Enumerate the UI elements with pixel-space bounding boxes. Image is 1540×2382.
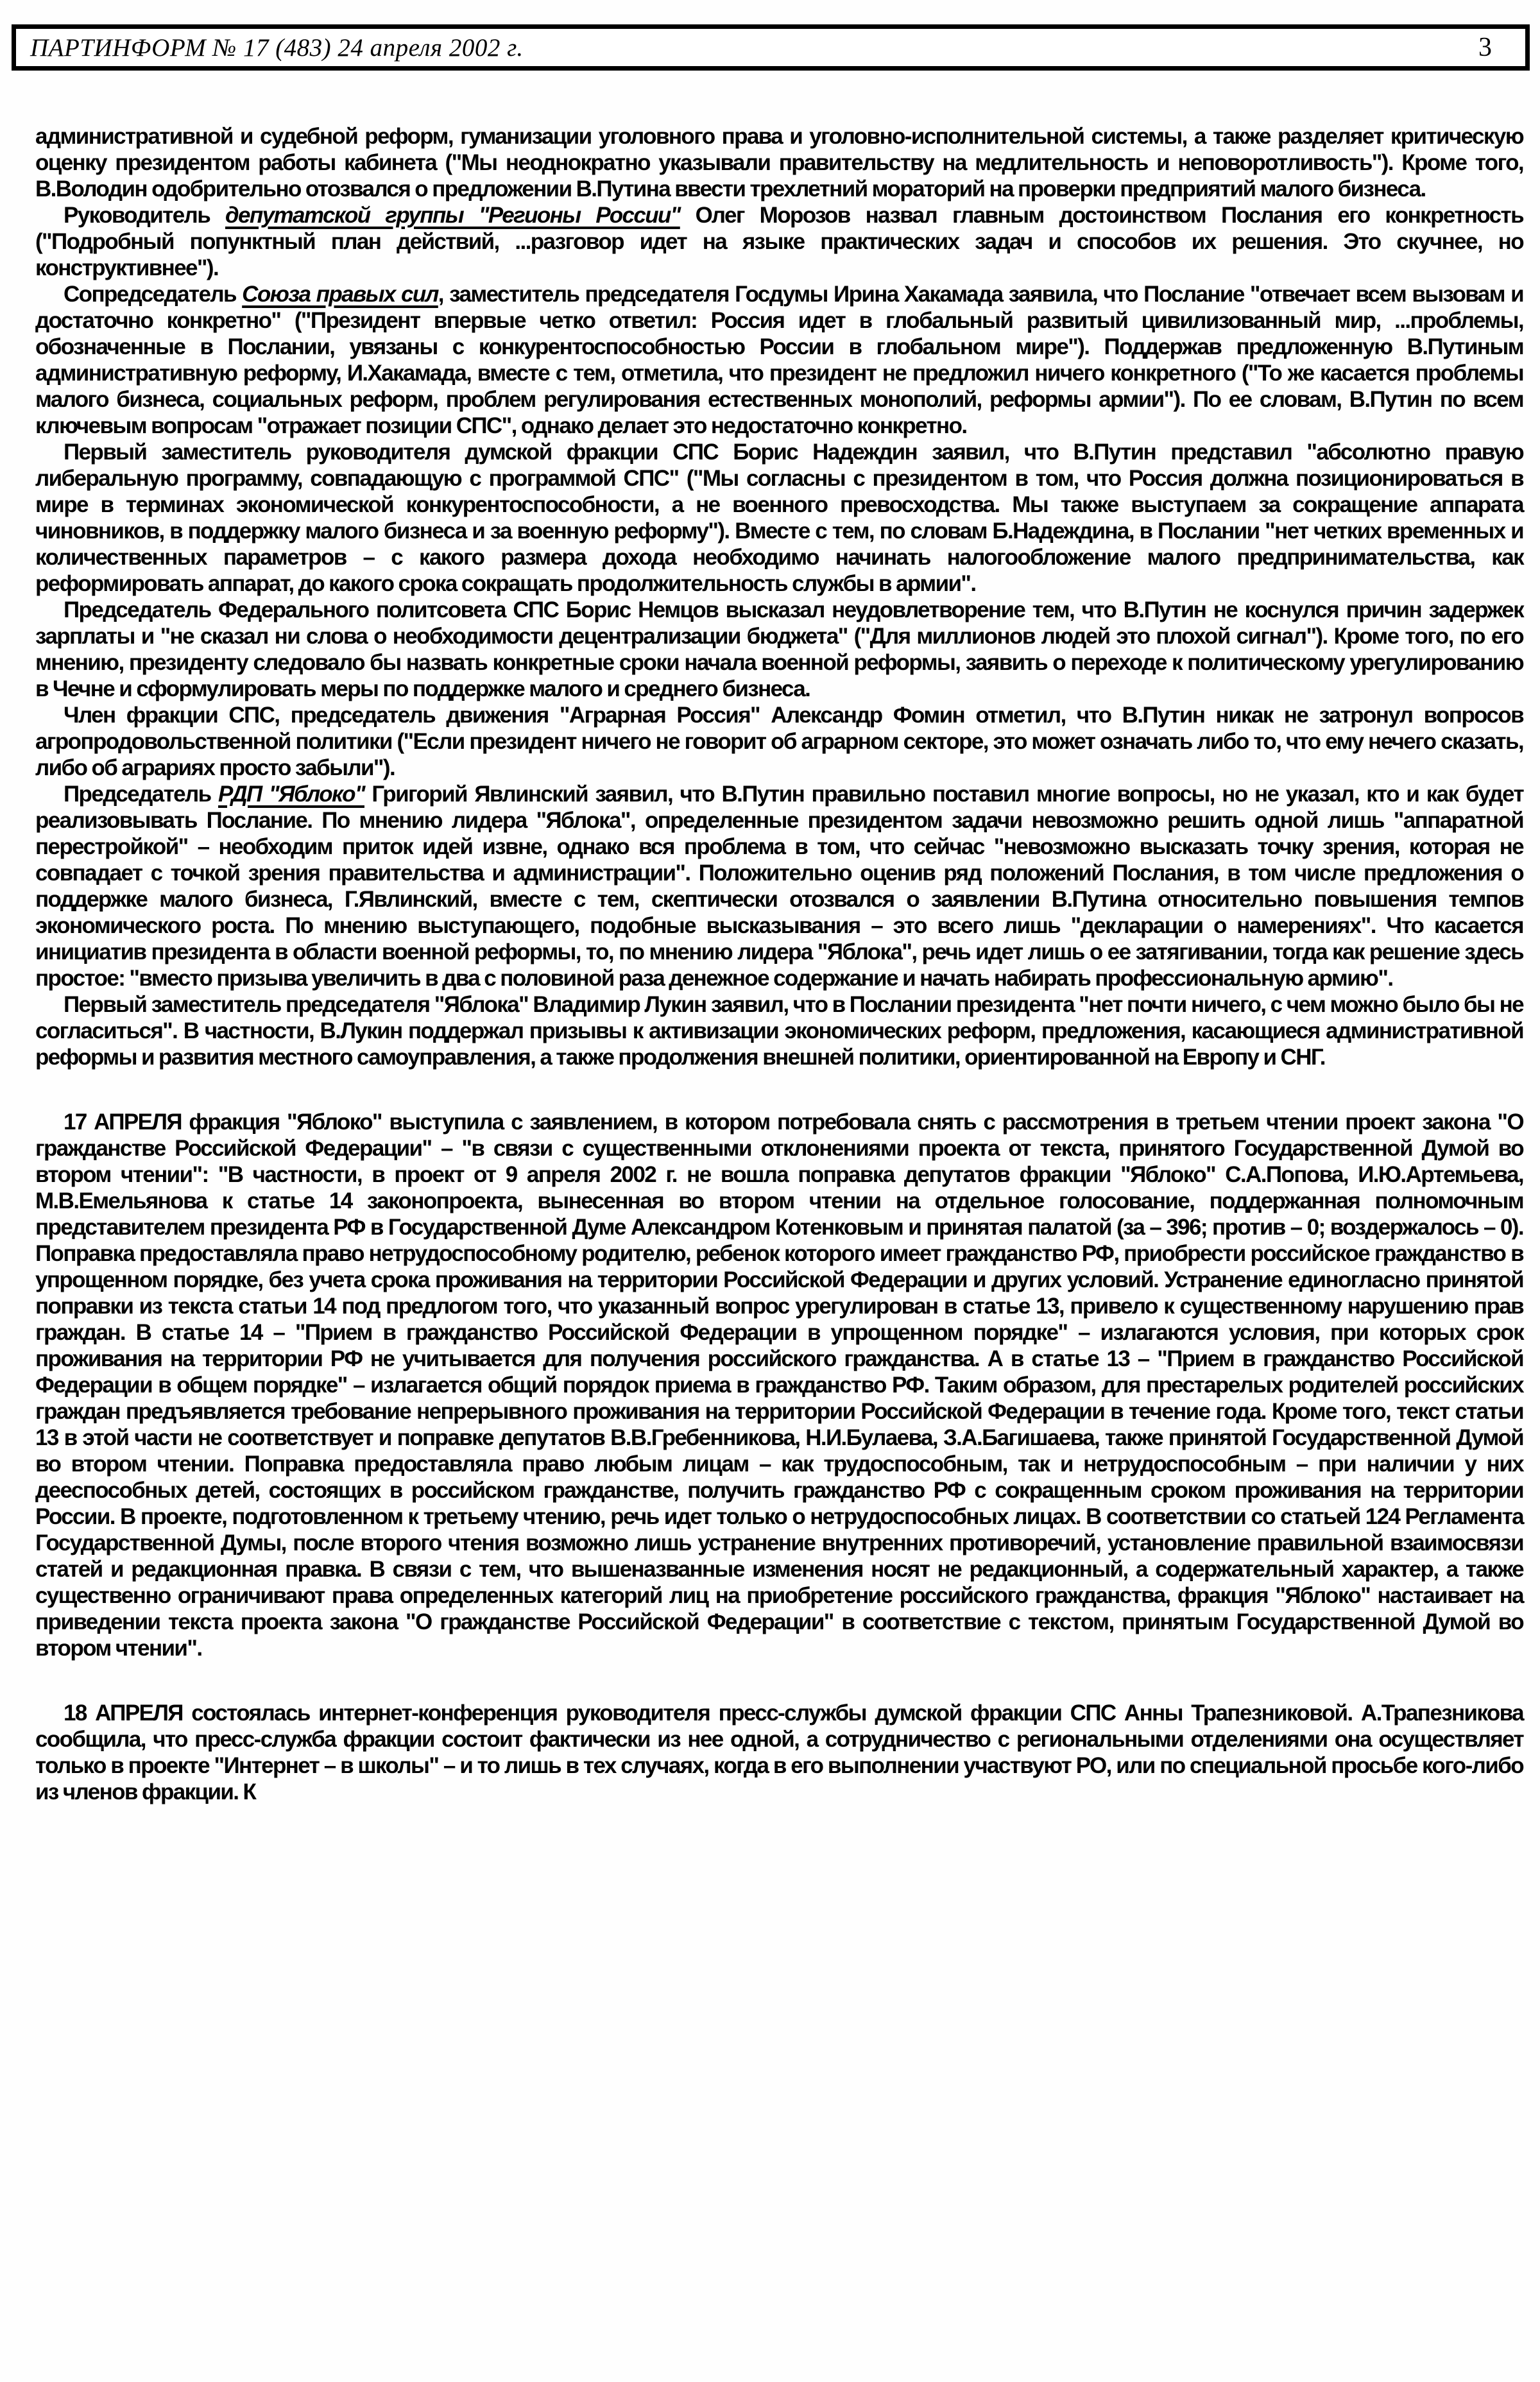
text-run: , заместитель председателя Госдумы Ирина Хакамада заявила, что Послание "отвечает всем вызовам и достаточно конкретно" ("Президент впервые четко ответил: Россия идет в глобальный развитый цивилизованный мир, ...проблемы, обозначенные в Послании, увязаны с конкурентоспособностью России в глобальном мире"). Поддержав предложенную В.Путиным административную реформу, И.Хакамада, вместе с тем, отметила, что президент не предложил ничего конкретного ("То же касается проблемы малого бизнеса, социальных реформ, проблем регулирования естественных монополий, реформы армии"). По ее словам, В.Путин по всем ключевым вопросам "отражает позиции СПС", однако делает это недостаточно конкретно. <box>35 282 1523 438</box>
paragraph <box>35 781 1523 991</box>
text-run: Сопредседатель <box>64 282 243 307</box>
text-run: административной и судебной реформ, гуманизации уголовного права и уголовно-исполнительной системы, а также разделяет критическую оценку президентом работы кабинета ("Мы неоднократно указывали правительству на медлительность и неповоротливость"). Кроме того, В.Володин одобрительно отозвался о предложении В.Путина ввести трехлетний мораторий на проверки предприятий малого бизнеса. <box>35 124 1523 201</box>
text-run: 18 АПРЕЛЯ состоялась интернет-конференция руководителя пресс-службы думской фракции СПС Анны Трапезниковой. А.Трапезникова сообщила, что пресс-служба фракции состоит фактически из нее одной, а сотрудничество с региональными отделениями она осуществляет только в проекте "Интернет – в школы" – и то лишь в тех случаях, когда в его выполнении участвуют РО, или по специальной просьбе кого-либо из членов фракции. К <box>35 1701 1523 1804</box>
paragraph <box>35 202 1523 281</box>
underlined-phrase: РДП "Яблоко" <box>218 782 364 807</box>
underlined-phrase: депутатской группы "Регионы России" <box>225 203 680 228</box>
paragraph <box>35 702 1523 781</box>
text-run: Член фракции СПС, председатель движения "Аграрная Россия" Александр Фомин отметил, что В.Путин никак не затронул вопросов агропродовольственной политики ("Если президент ничего не говорит об аграрном секторе, это может означать либо то, что ему нечего сказать, либо об аграриях просто забыли"). <box>35 703 1523 780</box>
text-run: Председатель <box>64 782 218 807</box>
text-run: Первый заместитель председателя "Яблока" Владимир Лукин заявил, что в Послании президента "нет почти ничего, с чем можно было бы не согласиться". В частности, В.Лукин поддержал призывы к активизации экономических реформ, предложения, касающиеся административной реформы и развития местного самоуправления, а также продолжения внешней политики, ориентированной на Европу и СНГ. <box>35 992 1523 1070</box>
underlined-phrase: Союза правых сил <box>242 282 438 307</box>
paragraph <box>35 991 1523 1070</box>
paragraph <box>35 281 1523 439</box>
page-header <box>12 24 1530 71</box>
paragraph <box>35 1700 1523 1805</box>
text-run: Олег Морозов назвал главным достоинством Послания его конкретность ("Подробный попунктный план действий, ...разговор идет на языке практических задач и способов их решения. Это скучнее, но конструктивнее"). <box>35 203 1523 280</box>
article-body <box>35 123 1523 1805</box>
text-run: Григорий Явлинский заявил, что В.Путин правильно поставил многие вопросы, но не указал, кто и как будет реализовывать Послание. По мнению лидера "Яблока", определенные президентом задачи невозможно решить одной лишь "аппаратной перестройкой" – необходим приток идей извне, однако вся проблема в том, что сейчас "невозможно высказать точку зрения, которая не совпадает с точкой зрения правительства и администрации". Положительно оценив ряд положений Послания, в том числе предложения о поддержке малого бизнеса, Г.Явлинский, вместе с тем, скептически отозвался о заявлении В.Путина относительно повышения темпов экономического роста. По мнению выступающего, подобные высказывания – это всего лишь "декларации о намерениях". Что касается инициатив президента в области военной реформы, то, по мнению лидера "Яблока", речь идет лишь о ее затягивании, тогда как решение здесь простое: "вместо призыва увеличить в два с половиной раза денежное содержание и начать набирать профессиональную армию". <box>35 782 1523 991</box>
paragraph <box>35 439 1523 597</box>
text-run: Первый заместитель руководителя думской фракции СПС Борис Надеждин заявил, что В.Путин представил "абсолютно правую либеральную программу, совпадающую с программой СПС" ("Мы согласны с президентом в том, что Россия должна позиционироваться в мире в терминах экономической конкурентоспособности, а не военного превосходства. Мы также выступаем за сокращение аппарата чиновников, в поддержку малого бизнеса и за военную реформу"). Вместе с тем, по словам Б.Надеждина, в Послании "нет четких временных и количественных параметров – с какого размера дохода необходимо начинать налогообложение малого предпринимательства, как реформировать аппарат, до какого срока сокращать продолжительность службы в армии". <box>35 440 1523 596</box>
paragraph <box>35 597 1523 702</box>
page-number: 3 <box>1478 33 1492 62</box>
paragraph <box>35 123 1523 202</box>
text-run: 17 АПРЕЛЯ фракция "Яблоко" выступила с заявлением, в котором потребовала снять с рассмотрения в третьем чтении проект закона "О гражданстве Российской Федерации" – "в связи с существенными отклонениями проекта от текста, принятого Государственной Думой во втором чтении": "В частности, в проект от 9 апреля 2002 г. не вошла поправка депутатов фракции "Яблоко" С.А.Попова, И.Ю.Артемьева, М.В.Емельянова к статье 14 законопроекта, вынесенная во втором чтении на отдельное голосование, поддержанная полномочным представителем президента РФ в Государственной Думе Александром Котенковым и принятая палатой (за – 396; против – 0; воздержалось – 0). Поправка предоставляла право нетрудоспособному родителю, ребенок которого имеет гражданство РФ, приобрести российское гражданство в упрощенном порядке, без учета срока проживания на территории Российской Федерации и других условий. Устранение единогласно принятой поправки из текста статьи 14 под предлогом того, что указанный вопрос урегулирован в статье 13, привело к существенному нарушению прав граждан. В статье 14 – "Прием в гражданство Российской Федерации в упрощенном порядке" – излагаются условия, при которых срок проживания на территории РФ не учитывается для получения российского гражданства. А в статье 13 – "Прием в гражданство Российской Федерации в общем порядке" – излагается общий порядок приема в гражданство РФ. Таким образом, для престарелых родителей российских граждан предъявляется требование непрерывного проживания на территории Российской Федерации в течение года. Кроме того, текст статьи 13 в этой части не соответствует и поправке депутатов В.В.Гребенникова, Н.И.Булаева, З.А.Багишаева, также принятой Государственной Думой во втором чтении. Поправка предоставляла право любым лицам – как трудоспособным, так и нетрудоспособным – при наличии у них дееспособных детей, состоящих в российском гражданстве, получить гражданство РФ с сокращенным сроком проживания на территории России. В проекте, подготовленном к третьему чтению, речь идет только о нетрудоспособных лицах. В соответствии со статьей 124 Регламента Государственной Думы, после второго чтения возможно лишь устранение внутренних противоречий, установление правильной взаимосвязи статей и редакционная правка. В связи с тем, что вышеназванные изменения носят не редакционный, а содержательный характер, а также существенно ограничивают права определенных категорий лиц на приобретение российского гражданства, фракция "Яблоко" настаивает на приведении текста проекта закона "О гражданстве Российской Федерации" в соответствие с текстом, принятым Государственной Думой во втором чтении". <box>35 1110 1523 1661</box>
newsletter-title: ПАРТИНФОРМ № 17 (483) 24 апреля 2002 г. <box>30 33 524 62</box>
text-run: Председатель Федерального политсовета СПС Борис Немцов высказал неудовлетворение тем, что В.Путин не коснулся причин задержек зарплаты и "не сказал ни слова о необходимости децентрализации бюджета" ("Для миллионов людей это плохой сигнал"). Кроме того, по его мнению, президенту следовало бы назвать конкретные сроки начала военной реформы, заявить о переходе к политическому урегулированию в Чечне и сформулировать меры по поддержке малого и среднего бизнеса. <box>35 597 1523 701</box>
paragraph <box>35 1109 1523 1661</box>
text-run: Руководитель <box>64 203 225 228</box>
